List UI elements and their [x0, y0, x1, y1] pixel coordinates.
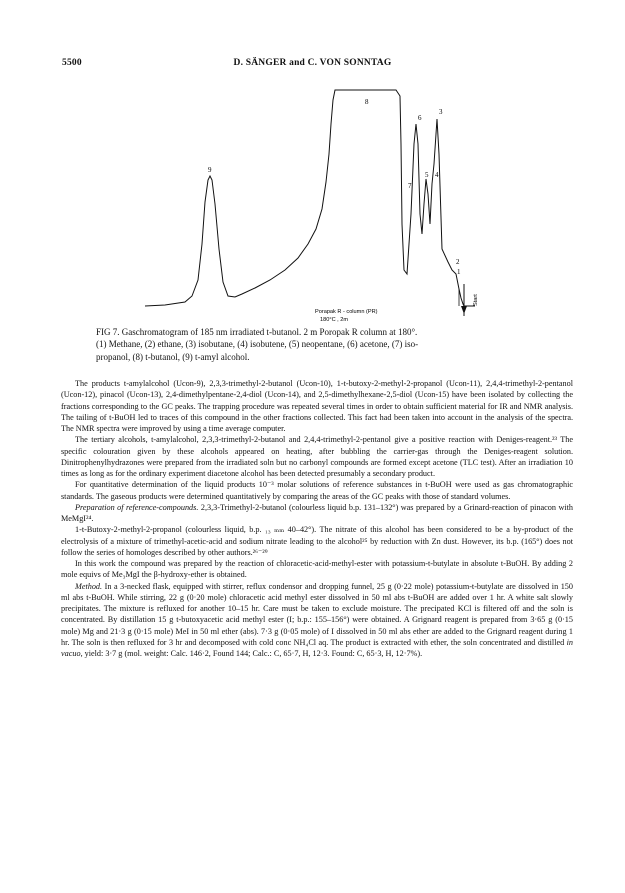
start-label: Start — [473, 294, 479, 306]
peak-label-7: 7 — [408, 182, 412, 190]
page-number: 5500 — [62, 58, 82, 68]
method-text: In a 3-necked flask, equipped with stirrer, reflux condensor and dropping funnel, 25 g (0·22 mole) potassium-t-butylate are dissolved in 150 ml abs t-BuOH. While stirring, 22 g (0·20 mole) chloracetic acid methyl ester dissolved in 50 ml abs t-BuOH are added over 1 hr. A white salt slowly precipitates. The mixture is refluxed for another 10–15 hr. Care must be taken to exclude moisture. The precipated KCl is filtered off and the soln is concentrated. By distillation 15 g t-butoxyacetic acid methyl ester (I; b.p.: 155–156°) were obtained. A Grignard reagent is prepared from 3·65 g (0·15 mole) Mg and 21·3 g (0·15 mole) MeI in 50 ml ether (abs). 7·3 g (0·05 mole) of I dissolved in 50 ml abs ether are added to the Grignard reagent during 1 hr. The soln is then refluxed for 3 hr and decomposed with cold conc NH₄Cl aq. The product is extracted with ether, the soln concentrated and distilled — [61, 581, 573, 647]
caption-line: (1) Methane, (2) ethane, (3) isobutane, (4) isobutene, (5) neopentane, (6) acetone, (7) iso- — [96, 339, 419, 350]
body-text — [61, 378, 573, 659]
peak-label-8: 8 — [365, 98, 369, 106]
chromatogram-trace — [145, 90, 475, 306]
paragraph-this-work: In this work the compound was prepared by the reaction of chloracetic-acid-methyl-ester with potassium-t-butylate in absolute t-BuOH. By adding 2 mole equivs of Me₃MgI the β-hydroxy-ether is obtained. — [61, 559, 573, 580]
in-vacuo-text: in vacuo — [61, 637, 573, 658]
section-title-preparation: Preparation of reference-compounds. — [75, 502, 199, 512]
start-arrow-icon — [461, 306, 467, 314]
method-text-end: , yield: 3·7 g (mol. weight: Calc. 146·2, Found 144; Calc.: C, 65·7, H, 12·3. Found: C, 65·3, H, 12·7%). — [80, 649, 423, 658]
section-title-method: Method. — [75, 581, 103, 591]
paragraph-products: The products t-amylalcohol (Ucon-9), 2,3,3-trimethyl-2-butanol (Ucon-10), 1-t-butoxy-2-methyl-2-propanol (Ucon-11), 2,4,4-trimethyl-2-pentanol (Ucon-12), pinacol (Ucon-13), 2,4-dimethylpentane-2,4-diol (Ucon-14), and 2,5-dimethylhexane-2,5-diol (Ucon-15) have been isolated by collecting the fractions corresponding to the GC peaks. The trapping procedure was repeated several times in order to obtain sufficient material for IR and NMR analysis. The tailing of t-BuOH led to traces of this compound in the other fractions collected. This fact had been taken into account in the analysis of the spectra. The NMR spectra were improved by using a time average computer. — [61, 379, 573, 433]
paragraph-quantitative: For quantitative determination of the liquid products 10⁻³ molar solutions of reference substances in t-BuOH were used as gas chromatographic standards. The gaseous products were determined quantitatively by comparing the areas of the GC peaks with those of standard volumes. — [61, 480, 573, 501]
peak-label-2: 2 — [456, 258, 460, 266]
caption-line: FIG 7. Gaschromatogram of 185 nm irradiated t-butanol. 2 m Poropak R column at 180°. — [96, 327, 418, 337]
peak-label-9: 9 — [208, 166, 212, 174]
peak-label-1: 1 — [457, 268, 461, 276]
caption-line: propanol, (8) t-butanol, (9) t-amyl alcohol. — [96, 351, 250, 362]
conditions-label: 180°C , 2m — [320, 317, 349, 323]
paragraph-preparation — [61, 502, 573, 525]
running-header-authors: D. SÄNGER and C. VON SONNTAG — [233, 58, 392, 68]
column-label: Porapak R - column (PR) — [315, 309, 378, 315]
gas-chromatogram-figure — [130, 84, 490, 324]
paragraph-deniges: The tertiary alcohols, t-amylalcohol, 2,3,3-trimethyl-2-butanol and 2,4,4-trimethyl-2-pentanol give a positive reaction with Deniges-reagent.²³ The specific colouration given by these alcohols appeared on heating, after bubbling the carrier-gas through the Deniges-reagent solution. Dinitrophenylhydrazones were prepared from the irradiated soln but no carbonyl compounds are formed except acetone (TLC test). After an irradiation 10 times as long as for the ordinary experiment diacetone alcohol has been detected presumably a secondary product. — [61, 435, 573, 478]
peak-label-4: 4 — [435, 171, 439, 179]
paragraph-butoxy: 1-t-Butoxy-2-methyl-2-propanol (colourless liquid, b.p. ₁₃ ₘₘ 40–42°). The nitrate of this alcohol has been considered to be a by-product of the electrolysis of a mixture of trimethyl-acetic-acid and sodium nitrate leading to the alcohol²⁵ by reduction with Zn dust. However, its b.p. (165°) does not follow the series of homologes described by other authors.²⁶⁻²⁹ — [61, 525, 573, 557]
figure-caption — [96, 326, 536, 363]
peak-label-5: 5 — [425, 171, 429, 179]
peak-label-6: 6 — [418, 114, 422, 122]
paragraph-method — [61, 581, 573, 660]
chromatogram-svg — [130, 84, 490, 324]
preparation-text: 2,3,3-Trimethyl-2-butanol (colourless liquid b.p. 131–132°) was prepared by a Grinard-reaction of pinacon with MeMgI²⁴. — [61, 502, 574, 523]
peak-label-3: 3 — [439, 108, 443, 116]
